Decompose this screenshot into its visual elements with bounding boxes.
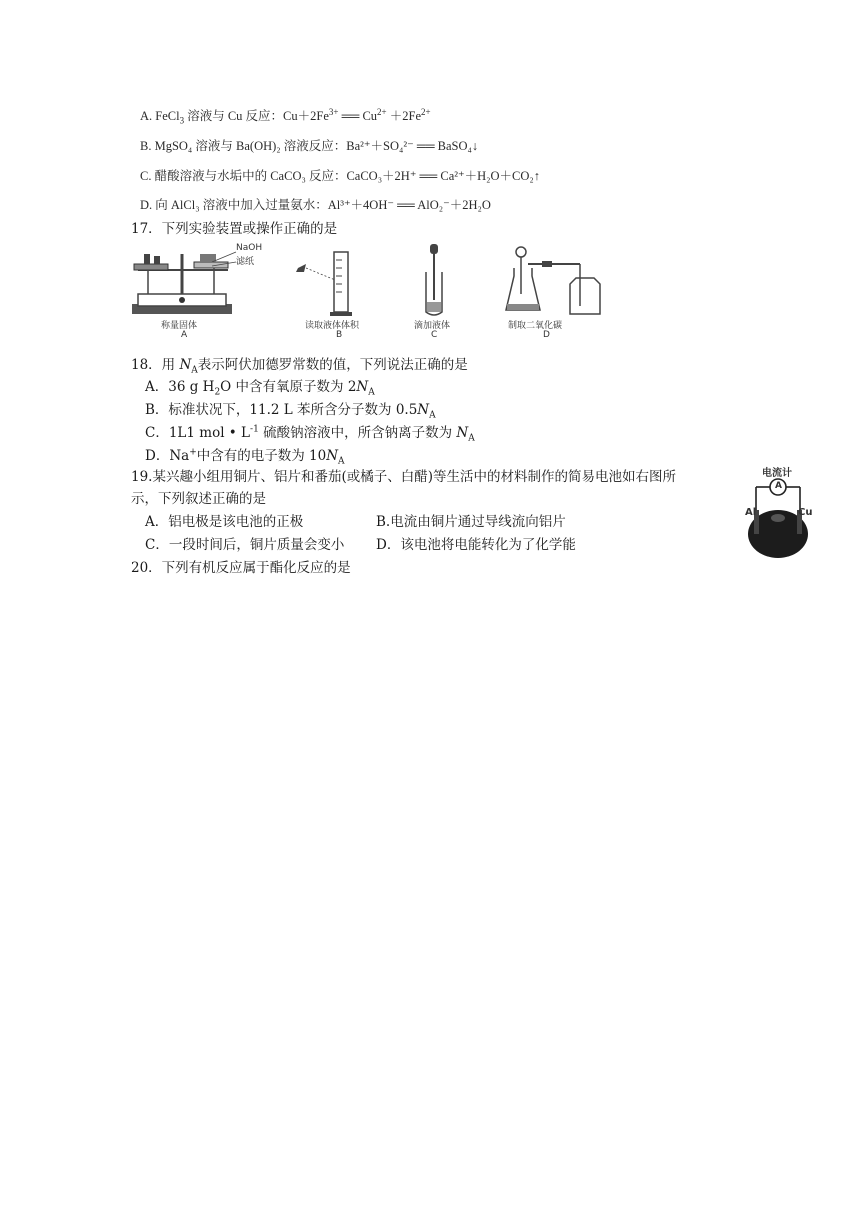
al-electrode-label: Al (745, 507, 757, 518)
q19-option-c: C．一段时间后，铜片质量会变小 (145, 537, 345, 553)
co2-apparatus-illustration (504, 244, 604, 320)
caption-a: 称量固体 (161, 321, 198, 331)
letter-a: A (181, 330, 188, 340)
q19-stem-line2: 示，下列叙述正确的是 (131, 491, 266, 507)
q18-option-d: D．Na+中含有的电子数为 $10N_A$ (145, 447, 345, 467)
caption-c: 滴加液体 (414, 321, 451, 331)
cu-electrode-label: Cu (798, 507, 813, 518)
q19-option-a: A．铝电极是该电池的正极 (145, 514, 304, 530)
dropper-illustration (418, 244, 458, 318)
cylinder-illustration (290, 250, 360, 320)
q18-option-c: C．1L1 mol • $L^{-1}$ 硫酸钠溶液中，所含钠离子数为 $N_A$ (145, 424, 475, 444)
ammeter-title: 电流计 (762, 468, 792, 479)
letter-b: B (336, 330, 343, 340)
q16-option-d: D. 向 AlCl₃ 溶液中加入过量氨水：Al³⁺＋4OH⁻ ══ AlO₂⁻＋2H₂O (140, 198, 491, 212)
paper-label: 滤纸 (236, 257, 255, 267)
q16-option-b: B. MgSO₄ 溶液与 Ba(OH)₂ 溶液反应：Ba²⁺＋SO₄²⁻ ══ BaSO₄↓ (140, 139, 479, 153)
q19-option-b: B.电流由铜片通过导线流向铝片 (376, 514, 566, 530)
caption-d: 制取二氧化碳 (508, 321, 563, 331)
q20-stem: 20．下列有机反应属于酯化反应的是 (131, 560, 351, 576)
q16-option-c: C. 醋酸溶液与水垢中的 CaCO₃ 反应：CaCO₃＋2H⁺ ══ Ca²⁺＋H₂O＋CO₂↑ (140, 169, 541, 183)
q18-option-b: B．标准状况下，11.2 L 苯所含分子数为 $0.5N_A$ (145, 402, 436, 421)
label-leader-lines (212, 250, 242, 270)
letter-d: D (543, 330, 550, 340)
q19-option-d: D．该电池将电能转化为了化学能 (376, 537, 576, 553)
letter-c: C (431, 330, 438, 340)
q19-stem-line1: 19.某兴趣小组用铜片、铝片和番茄(或橘子、白醋)等生活中的材料制作的简易电池如右图所 (131, 469, 677, 485)
caption-b: 读取液体体积 (305, 321, 360, 331)
q17-stem: 17．下列实验装置或操作正确的是 (131, 221, 338, 237)
q18-option-a: A．36 g $H_2O$ 中含有氧原子数为 $2N_A$ (145, 379, 375, 398)
ammeter-symbol: A (775, 481, 782, 491)
q18-stem: 18．用 $N_A$表示阿伏加德罗常数的值，下列说法正确的是 (131, 357, 468, 376)
naoh-label: NaOH (236, 243, 263, 253)
q16-option-a: A. FeCl$_3$ 溶液与 Cu 反应：$Cu+2Fe^{3+}$ ══ $Cu^{2+} +2Fe^{2+}$ (140, 106, 431, 126)
